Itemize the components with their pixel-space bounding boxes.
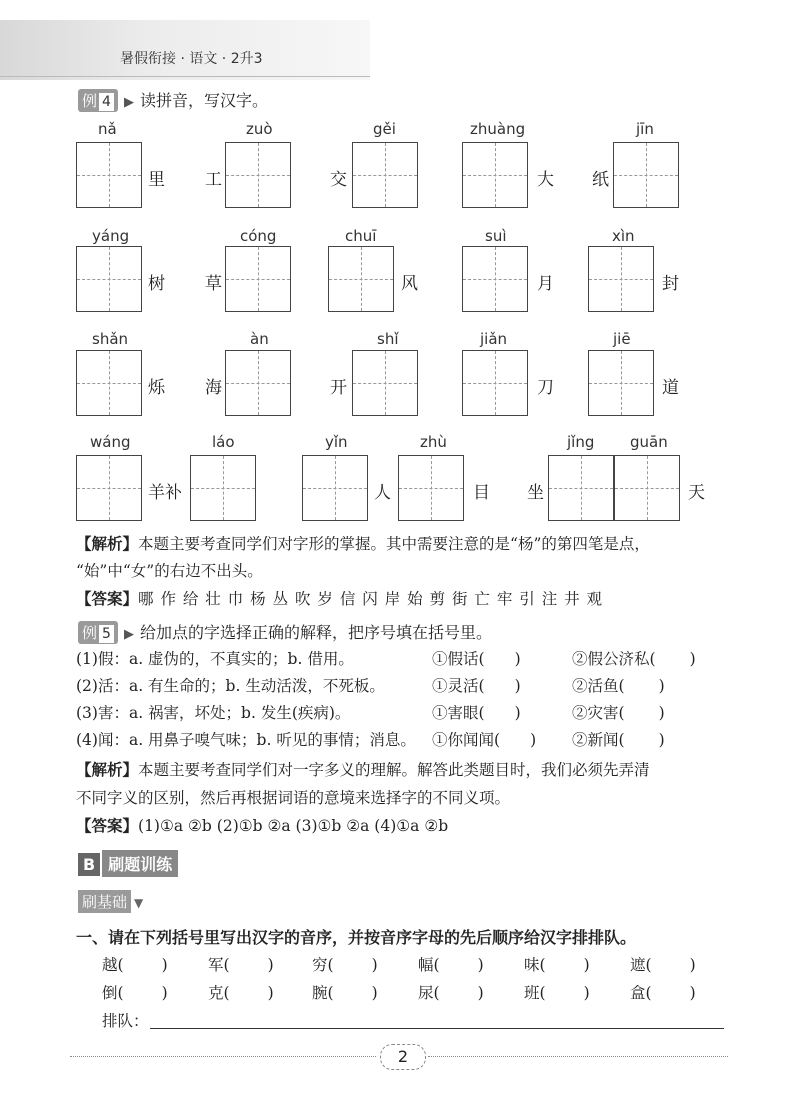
context-char: 开 [330, 378, 347, 398]
pinyin: yǐn [325, 433, 348, 451]
ex5-answer: 【答案】(1)①a ②b (2)①b ②a (3)①b ②a (4)①a ②b [76, 817, 449, 835]
writing-box[interactable] [462, 246, 528, 312]
ex5-def-4: (4)闻：a. 用鼻子嗅气味；b. 听见的事情；消息。 [76, 731, 416, 749]
pinyin: àn [250, 330, 269, 348]
ex5-tag: 例 5 [78, 621, 118, 644]
pinyin: wáng [90, 433, 131, 451]
context-char: 海 [205, 378, 222, 398]
writing-box[interactable] [76, 350, 142, 416]
ex5-analysis: 【解析】本题主要考查同学们对一字多义的理解。解答此类题目时，我们必须先弄清 [76, 761, 650, 779]
context-char: 目 [473, 483, 490, 503]
ex5-word-4b: ②新闻( ) [572, 731, 665, 749]
writing-box[interactable] [76, 142, 142, 208]
context-char: 坐 [527, 483, 544, 503]
pinyin: nǎ [98, 120, 117, 138]
context-char: 天 [688, 483, 705, 503]
pinyin: guān [630, 433, 668, 451]
ex4-heading [78, 88, 268, 112]
writing-box[interactable] [462, 350, 528, 416]
pinyin: shǎn [92, 330, 129, 348]
q1-item[interactable]: 遮( ) [630, 956, 696, 974]
arrow-icon: ▶ [123, 627, 134, 642]
ex4-answer: 【答案】哪 作 给 壮 巾 杨 丛 吹 岁 信 闪 岸 始 剪 街 亡 牢 引 注 井 观 [76, 590, 604, 608]
context-char: 树 [148, 274, 165, 294]
ex5-analysis-cont: 不同字义的区别，然后再根据词语的意境来选择字的不同义项。 [76, 789, 511, 807]
writing-box[interactable] [302, 455, 368, 521]
q1-item[interactable]: 味( ) [524, 956, 590, 974]
context-char: 风 [401, 274, 418, 294]
pinyin: zuò [246, 120, 273, 138]
context-char: 人 [374, 483, 391, 503]
pinyin: jīn [636, 120, 654, 138]
sort-label: 排队： [102, 1012, 149, 1030]
header-title: 暑假衔接 · 语文 · 2升3 [120, 51, 263, 67]
section-b-letter: B [78, 853, 100, 876]
writing-box[interactable] [614, 455, 680, 521]
q1-item[interactable]: 班( ) [524, 984, 590, 1002]
basic-label: 刷基础 [78, 890, 131, 913]
ex4-analysis-cont: “始”中“女”的右边不出头。 [76, 562, 263, 580]
q1-item[interactable]: 尿( ) [418, 984, 484, 1002]
context-char: 草 [205, 274, 222, 294]
ex5-heading [78, 620, 492, 644]
writing-box[interactable] [613, 142, 679, 208]
ex4-tag: 例 4 [78, 89, 118, 112]
writing-box[interactable] [548, 455, 614, 521]
writing-box[interactable] [225, 246, 291, 312]
writing-box[interactable] [462, 142, 528, 208]
context-char: 月 [537, 274, 554, 294]
triangle-down-icon: ▼ [134, 896, 144, 910]
ex5-def-2: (2)活：a. 有生命的；b. 生动活泼，不死板。 [76, 677, 385, 695]
page-number: 2 [380, 1044, 426, 1070]
q1-item[interactable]: 盒( ) [630, 984, 696, 1002]
writing-box[interactable] [352, 142, 418, 208]
pinyin: suì [485, 227, 507, 245]
ex5-word-3b: ②灾害( ) [572, 704, 665, 722]
writing-box[interactable] [76, 455, 142, 521]
pinyin: xìn [612, 227, 635, 245]
ex5-instruction: 给加点的字选择正确的解释，把序号填在括号里。 [139, 623, 492, 642]
ex5-word-1a: ①假话( ) [432, 650, 521, 668]
q1-item[interactable]: 倒( ) [102, 984, 168, 1002]
pinyin: gěi [373, 120, 396, 138]
footer-line-right [428, 1056, 728, 1057]
q1-item[interactable]: 军( ) [208, 956, 274, 974]
ex5-word-2a: ①灵活( ) [432, 677, 521, 695]
writing-box[interactable] [225, 142, 291, 208]
pinyin: chuī [345, 227, 377, 245]
ex4-instruction: 读拼音，写汉字。 [139, 91, 268, 110]
header-divider [0, 76, 370, 77]
context-char: 里 [148, 170, 165, 190]
pinyin: zhuàng [470, 120, 526, 138]
footer-line-left [70, 1056, 376, 1057]
pinyin: láo [212, 433, 235, 451]
writing-box[interactable] [588, 246, 654, 312]
q1-item[interactable]: 幅( ) [418, 956, 484, 974]
writing-box[interactable] [328, 246, 394, 312]
context-char: 道 [662, 378, 679, 398]
pinyin: shǐ [377, 330, 399, 348]
basic-label-row [78, 890, 143, 913]
context-char: 刀 [537, 378, 554, 398]
pinyin: jiē [613, 330, 631, 348]
writing-box[interactable] [225, 350, 291, 416]
context-char: 交 [330, 170, 347, 190]
pinyin: zhù [420, 433, 447, 451]
context-char: 纸 [592, 170, 609, 190]
ex5-word-2b: ②活鱼( ) [572, 677, 665, 695]
pinyin: cóng [240, 227, 277, 245]
arrow-icon: ▶ [123, 95, 134, 110]
pinyin: yáng [92, 227, 130, 245]
q1-title: 一、请在下列括号里写出汉字的音序，并按音序字母的先后顺序给汉字排排队。 [76, 928, 637, 947]
writing-box[interactable] [398, 455, 464, 521]
ex4-analysis: 【解析】本题主要考查同学们对字形的掌握。其中需要注意的是“杨”的第四笔是点， [76, 535, 650, 553]
context-char: 羊补 [148, 483, 182, 503]
pinyin: jǐng [567, 433, 595, 451]
writing-box[interactable] [352, 350, 418, 416]
ex5-word-3a: ①害眼( ) [432, 704, 521, 722]
context-char: 大 [537, 170, 554, 190]
ex5-def-3: (3)害：a. 祸害，坏处；b. 发生(疾病)。 [76, 704, 351, 722]
q1-item[interactable]: 腕( ) [312, 984, 378, 1002]
section-b-header [78, 850, 178, 877]
ex5-def-1: (1)假：a. 虚伪的，不真实的；b. 借用。 [76, 650, 354, 668]
writing-box[interactable] [76, 246, 142, 312]
q1-item[interactable]: 穷( ) [312, 956, 378, 974]
q1-item[interactable]: 克( ) [208, 984, 274, 1002]
writing-box[interactable] [190, 455, 256, 521]
context-char: 烁 [148, 378, 165, 398]
ex5-word-4a: ①你闻闻( ) [432, 731, 537, 749]
sort-answer-line[interactable] [150, 1028, 724, 1029]
section-b-title: 刷题训练 [102, 850, 178, 877]
context-char: 封 [662, 274, 679, 294]
ex5-word-1b: ②假公济私( ) [572, 650, 696, 668]
context-char: 工 [205, 170, 222, 190]
writing-box[interactable] [588, 350, 654, 416]
q1-item[interactable]: 越( ) [102, 956, 168, 974]
pinyin: jiǎn [480, 330, 508, 348]
